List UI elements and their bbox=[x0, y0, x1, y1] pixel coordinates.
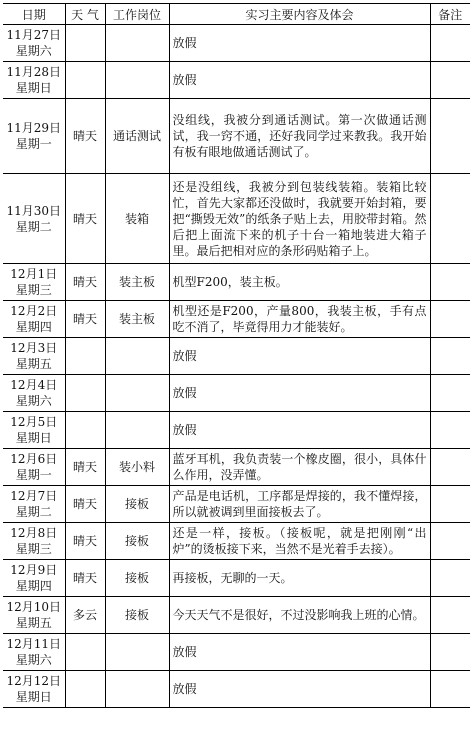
date-text: 12月6日 bbox=[10, 452, 58, 466]
content-cell: 放假 bbox=[169, 62, 430, 99]
date-text: 12月8日 bbox=[10, 526, 58, 540]
note-cell bbox=[430, 560, 470, 597]
date-cell bbox=[3, 375, 65, 412]
content-cell: 还是一样，接板。（接板呢，就是把刚刚“出炉”的烫板接下来，当然不是光着手去接）。 bbox=[169, 523, 430, 560]
content-cell: 机型F200，装主板。 bbox=[169, 264, 430, 301]
table-row bbox=[3, 560, 470, 597]
post-cell: 装小料 bbox=[105, 449, 169, 486]
weather-cell bbox=[65, 25, 105, 62]
table-row bbox=[3, 634, 470, 671]
weekday-text: 星期二 bbox=[15, 505, 52, 519]
content-cell: 放假 bbox=[169, 375, 430, 412]
header-weather: 天 气 bbox=[65, 4, 105, 25]
table-row bbox=[3, 523, 470, 560]
date-cell bbox=[3, 62, 65, 99]
table-row bbox=[3, 671, 470, 708]
header-content: 实习主要内容及体会 bbox=[169, 4, 430, 25]
date-text: 12月11日 bbox=[6, 637, 62, 651]
date-text: 11月28日 bbox=[6, 65, 62, 79]
table-row bbox=[3, 338, 470, 375]
date-text: 12月5日 bbox=[10, 415, 58, 429]
header-note: 备注 bbox=[430, 4, 470, 25]
date-cell bbox=[3, 634, 65, 671]
note-cell bbox=[430, 449, 470, 486]
weekday-text: 星期四 bbox=[15, 579, 52, 593]
weather-cell: 晴天 bbox=[65, 99, 105, 174]
date-text: 12月10日 bbox=[6, 600, 62, 614]
date-cell bbox=[3, 523, 65, 560]
content-cell: 机型还是F200，产量800，我装主板，手有点吃不消了，毕竟得用力才能装好。 bbox=[169, 301, 430, 338]
table-row bbox=[3, 99, 470, 174]
note-cell bbox=[430, 62, 470, 99]
post-cell: 接板 bbox=[105, 523, 169, 560]
weekday-text: 星期四 bbox=[15, 320, 52, 334]
weather-cell: 多云 bbox=[65, 597, 105, 634]
content-cell: 放假 bbox=[169, 634, 430, 671]
date-cell bbox=[3, 338, 65, 375]
weekday-text: 星期五 bbox=[15, 616, 52, 630]
date-text: 11月27日 bbox=[6, 28, 62, 42]
post-cell bbox=[105, 62, 169, 99]
post-cell: 接板 bbox=[105, 486, 169, 523]
note-cell bbox=[430, 375, 470, 412]
note-cell bbox=[430, 486, 470, 523]
date-text: 12月9日 bbox=[10, 563, 58, 577]
weekday-text: 星期六 bbox=[15, 44, 52, 58]
table-row bbox=[3, 486, 470, 523]
weather-cell bbox=[65, 62, 105, 99]
weekday-text: 星期日 bbox=[15, 431, 52, 445]
date-cell bbox=[3, 597, 65, 634]
weekday-text: 星期六 bbox=[15, 394, 52, 408]
content-cell: 放假 bbox=[169, 338, 430, 375]
post-cell bbox=[105, 671, 169, 708]
table-row bbox=[3, 449, 470, 486]
internship-log-table bbox=[3, 3, 470, 708]
weather-cell: 晴天 bbox=[65, 486, 105, 523]
post-cell: 接板 bbox=[105, 560, 169, 597]
date-text: 12月4日 bbox=[10, 378, 58, 392]
weather-cell: 晴天 bbox=[65, 264, 105, 301]
date-cell bbox=[3, 486, 65, 523]
header-row bbox=[3, 4, 470, 25]
note-cell bbox=[430, 634, 470, 671]
note-cell bbox=[430, 301, 470, 338]
content-cell: 放假 bbox=[169, 412, 430, 449]
post-cell: 装主板 bbox=[105, 264, 169, 301]
note-cell bbox=[430, 671, 470, 708]
table-row bbox=[3, 597, 470, 634]
date-cell bbox=[3, 99, 65, 174]
weekday-text: 星期一 bbox=[15, 468, 52, 482]
date-cell bbox=[3, 671, 65, 708]
date-text: 12月3日 bbox=[10, 341, 58, 355]
post-cell: 装主板 bbox=[105, 301, 169, 338]
date-cell bbox=[3, 25, 65, 62]
weather-cell: 晴天 bbox=[65, 301, 105, 338]
note-cell bbox=[430, 99, 470, 174]
weather-cell: 晴天 bbox=[65, 523, 105, 560]
weather-cell bbox=[65, 634, 105, 671]
weekday-text: 星期三 bbox=[15, 542, 52, 556]
weekday-text: 星期一 bbox=[15, 137, 52, 151]
content-cell: 放假 bbox=[169, 25, 430, 62]
date-text: 12月12日 bbox=[6, 674, 62, 688]
weather-cell: 晴天 bbox=[65, 560, 105, 597]
post-cell bbox=[105, 25, 169, 62]
weekday-text: 星期日 bbox=[15, 81, 52, 95]
note-cell bbox=[430, 597, 470, 634]
table-row bbox=[3, 301, 470, 338]
post-cell bbox=[105, 634, 169, 671]
note-cell bbox=[430, 25, 470, 62]
note-cell bbox=[430, 412, 470, 449]
date-text: 12月7日 bbox=[10, 489, 58, 503]
weekday-text: 星期五 bbox=[15, 357, 52, 371]
note-cell bbox=[430, 338, 470, 375]
table-row bbox=[3, 412, 470, 449]
post-cell: 装箱 bbox=[105, 174, 169, 264]
date-text: 12月2日 bbox=[10, 304, 58, 318]
note-cell bbox=[430, 174, 470, 264]
date-cell bbox=[3, 412, 65, 449]
weather-cell bbox=[65, 338, 105, 375]
table-row bbox=[3, 375, 470, 412]
weather-cell: 晴天 bbox=[65, 174, 105, 264]
post-cell bbox=[105, 375, 169, 412]
weather-cell bbox=[65, 412, 105, 449]
weather-cell bbox=[65, 375, 105, 412]
date-cell bbox=[3, 264, 65, 301]
content-cell: 再接板，无聊的一天。 bbox=[169, 560, 430, 597]
date-cell bbox=[3, 301, 65, 338]
table-row bbox=[3, 25, 470, 62]
table-row bbox=[3, 264, 470, 301]
content-cell: 放假 bbox=[169, 671, 430, 708]
note-cell bbox=[430, 523, 470, 560]
post-cell bbox=[105, 412, 169, 449]
weekday-text: 星期二 bbox=[15, 219, 52, 234]
table-row bbox=[3, 174, 470, 264]
table-row bbox=[3, 62, 470, 99]
header-date: 日期 bbox=[3, 4, 65, 25]
date-text: 12月1日 bbox=[10, 267, 58, 281]
date-text: 11月30日 bbox=[6, 203, 62, 218]
content-cell: 没组线，我被分到通话测试。第一次做通话测试，我一窍不通，还好我同学过来教我。我开始有板有眼地做通话测试了。 bbox=[169, 99, 430, 174]
date-cell bbox=[3, 174, 65, 264]
post-cell: 接板 bbox=[105, 597, 169, 634]
header-post: 工作岗位 bbox=[105, 4, 169, 25]
weekday-text: 星期日 bbox=[15, 690, 52, 704]
date-cell bbox=[3, 560, 65, 597]
table-body bbox=[3, 25, 470, 708]
post-cell bbox=[105, 338, 169, 375]
weekday-text: 星期三 bbox=[15, 283, 52, 297]
post-cell: 通话测试 bbox=[105, 99, 169, 174]
note-cell bbox=[430, 264, 470, 301]
date-cell bbox=[3, 449, 65, 486]
weather-cell: 晴天 bbox=[65, 449, 105, 486]
weather-cell bbox=[65, 671, 105, 708]
content-cell: 蓝牙耳机，我负责装一个橡皮圈，很小，具体什么作用，没弄懂。 bbox=[169, 449, 430, 486]
date-text: 11月29日 bbox=[6, 121, 62, 135]
weekday-text: 星期六 bbox=[15, 653, 52, 667]
content-cell: 产品是电话机，工序都是焊接的，我不懂焊接，所以就被调到里面接板去了。 bbox=[169, 486, 430, 523]
content-cell: 今天天气不是很好，不过没影响我上班的心情。 bbox=[169, 597, 430, 634]
content-cell: 还是没组线，我被分到包装线装箱。装箱比较忙，首先大家都还没做时，我就要开始封箱，要把“撕毁无效”的纸条子贴上去，用胶带封箱。然后把上面流下来的机子十台一箱地装进大箱子里。最后把相对应的条形码贴箱子上。 bbox=[169, 174, 430, 264]
